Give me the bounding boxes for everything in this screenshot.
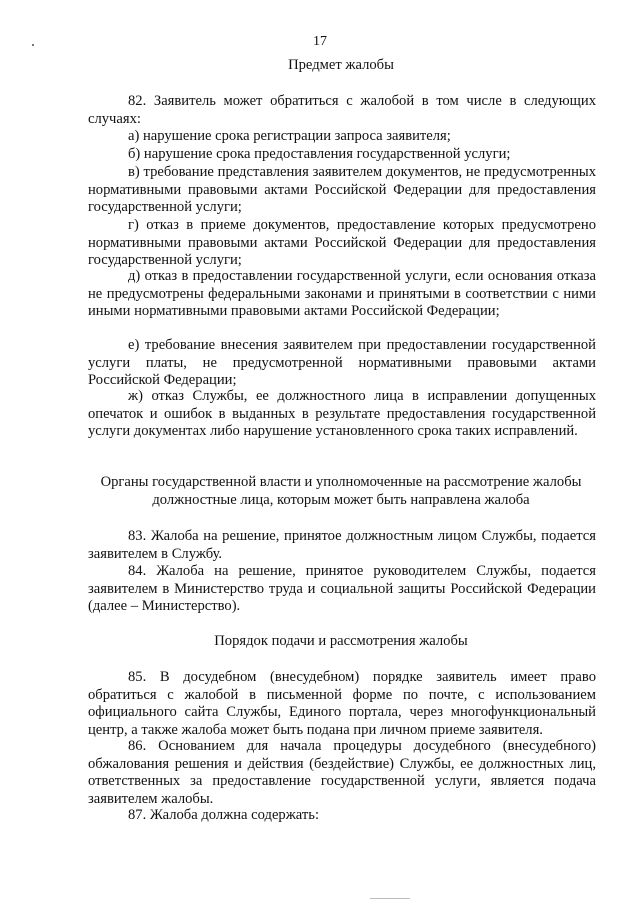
paragraph-83: 83. Жалоба на решение, принятое должностным лицом Службы, подается заявителем в Службу.: [88, 528, 596, 562]
scan-mark: [370, 898, 410, 899]
paragraph-86: 86. Основанием для начала процедуры досудебного (внесудебного) обжалования решения и действия (бездействие) Службы, ее должностных лиц, ответственных за предоставление государственной услуги, является подача заявителем жалобы.: [88, 738, 596, 807]
list-item-e: е) требование внесения заявителем при предоставлении государственной услуги платы, не предусмотренной нормативными правовыми актами Российской Федерации;: [88, 337, 596, 389]
paragraph-85: 85. В досудебном (внесудебном) порядке заявитель имеет право обратиться с жалобой в письменной форме по почте, с использованием официального сайта Службы, Единого портала, через многофункциональный центр, а также жалоба может быть подана при личном приеме заявителя.: [88, 669, 596, 738]
list-item-b: б) нарушение срока предоставления государственной услуги;: [128, 146, 511, 162]
page-number: 17: [313, 34, 327, 49]
list-item-v: в) требование представления заявителем документов, не предусмотренных нормативными правовыми актами Российской Федерации для предоставления государственной услуги;: [88, 164, 596, 216]
section-heading-procedure: Порядок подачи и рассмотрения жалобы: [214, 633, 468, 649]
section-heading-subject: Предмет жалобы: [288, 57, 394, 73]
list-item-g: г) отказ в приеме документов, предоставление которых предусмотрено нормативными правовыми актами Российской Федерации для предоставления государственной услуги;: [88, 217, 596, 269]
paragraph-82: 82. Заявитель может обратиться с жалобой в том числе в следующих случаях:: [88, 93, 596, 127]
list-item-a: а) нарушение срока регистрации запроса заявителя;: [128, 128, 451, 144]
paragraph-87: 87. Жалоба должна содержать:: [128, 807, 319, 823]
list-item-zh: ж) отказ Службы, ее должностного лица в исправлении допущенных опечаток и ошибок в выданных в результате предоставления государственной услуги документах либо нарушение установленного срока таких исправлений.: [88, 388, 596, 440]
list-item-d: д) отказ в предоставлении государственной услуги, если основания отказа не предусмотрены федеральными законами и принятыми в соответствии с ними иными нормативными правовыми актами Российской Федерации;: [88, 268, 596, 320]
section-heading-authorities: Органы государственной власти и уполномоченные на рассмотрение жалобы должностные лица, которым может быть направлена жалоба: [100, 474, 582, 508]
paragraph-84: 84. Жалоба на решение, принятое руководителем Службы, подается заявителем в Министерство труда и социальной защиты Российской Федерации (далее – Министерство).: [88, 563, 596, 615]
